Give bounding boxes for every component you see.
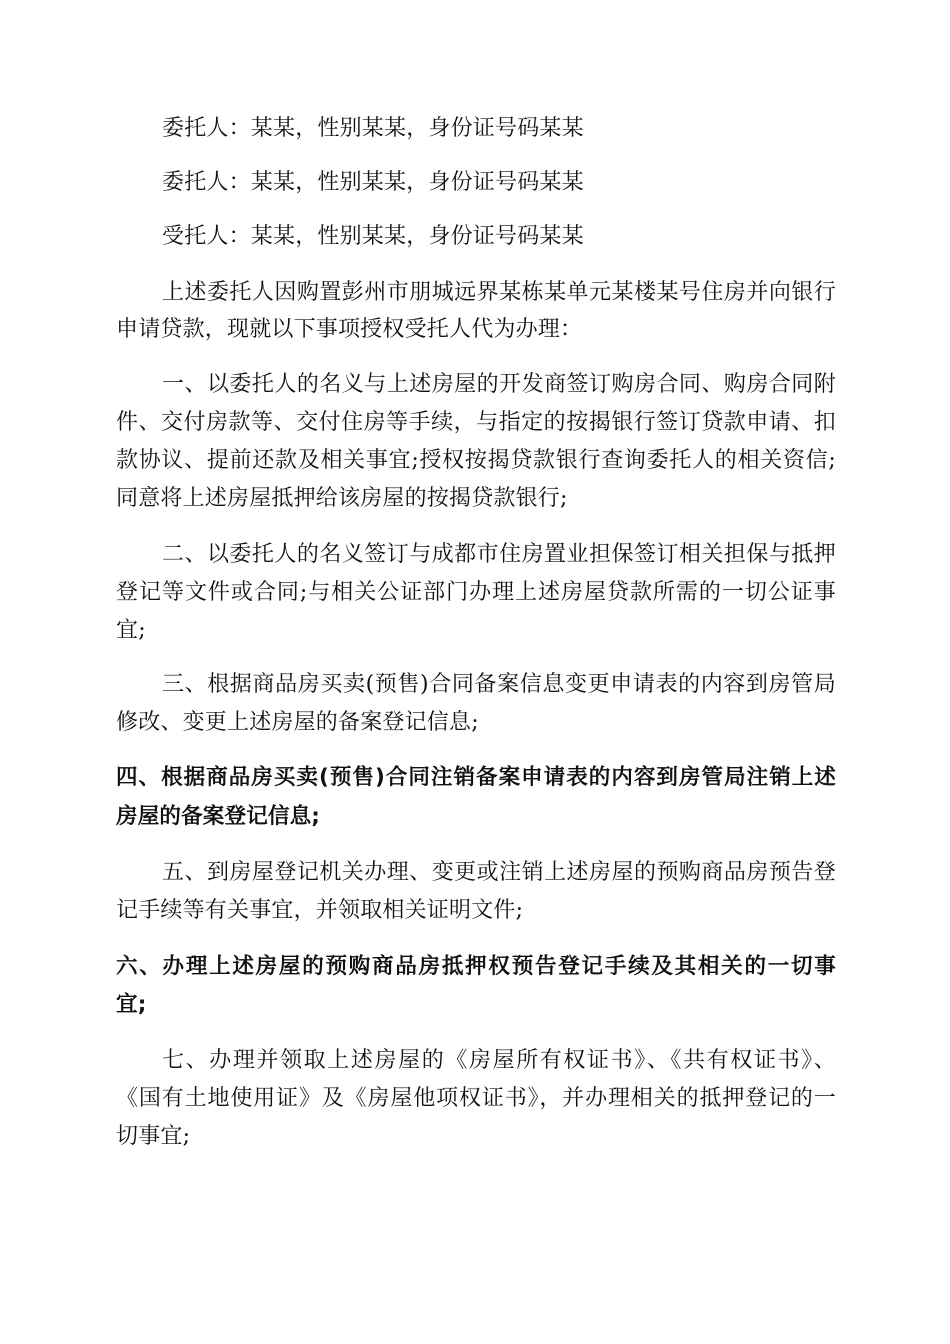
item-1-line: 同意将上述房屋抵押给该房屋的按揭贷款银行; <box>116 486 568 511</box>
principal-line-1: 委托人：某某，性别某某，身份证号码某某 <box>162 116 584 141</box>
item-7-line: 《国有土地使用证》及《房屋他项权证书》，并办理相关的抵押登记的一 <box>116 1086 836 1111</box>
item-7-line: 七、办理并领取上述房屋的《房屋所有权证书》、《共有权证书》、 <box>162 1048 836 1073</box>
item-2-line: 宜; <box>116 618 146 643</box>
item-1-line: 一、以委托人的名义与上述房屋的开发商签订购房合同、购房合同附 <box>162 372 836 397</box>
agent-line: 受托人：某某，性别某某，身份证号码某某 <box>162 224 584 249</box>
item-6-line: 宜; <box>116 992 147 1017</box>
item-1-line: 款协议、提前还款及相关事宜;授权按揭贷款银行查询委托人的相关资信; <box>116 448 836 473</box>
item-5-line: 五、到房屋登记机关办理、变更或注销上述房屋的预购商品房预告登 <box>162 860 836 885</box>
item-6-line: 六、办理上述房屋的预购商品房抵押权预告登记手续及其相关的一切事 <box>116 954 836 979</box>
item-5-line: 记手续等有关事宜，并领取相关证明文件; <box>116 898 524 923</box>
item-7-line: 切事宜; <box>116 1124 191 1149</box>
item-2-line: 登记等文件或合同;与相关公证部门办理上述房屋贷款所需的一切公证事 <box>116 580 836 605</box>
principal-line-2: 委托人：某某，性别某某，身份证号码某某 <box>162 170 584 195</box>
intro-line: 申请贷款，现就以下事项授权受托人代为办理： <box>116 317 583 342</box>
intro-line: 上述委托人因购置彭州市朋城远界某栋某单元某楼某号住房并向银行 <box>162 280 836 305</box>
item-3-line: 修改、变更上述房屋的备案登记信息; <box>116 710 479 735</box>
item-3-line: 三、根据商品房买卖(预售)合同备案信息变更申请表的内容到房管局 <box>162 672 836 697</box>
item-4-line: 房屋的备案登记信息; <box>116 804 321 829</box>
item-2-line: 二、以委托人的名义签订与成都市住房置业担保签订相关担保与抵押 <box>162 542 836 567</box>
item-4-line: 四、根据商品房买卖(预售)合同注销备案申请表的内容到房管局注销上述 <box>116 765 836 790</box>
item-1-line: 件、交付房款等、交付住房等手续，与指定的按揭银行签订贷款申请、扣 <box>116 410 836 435</box>
